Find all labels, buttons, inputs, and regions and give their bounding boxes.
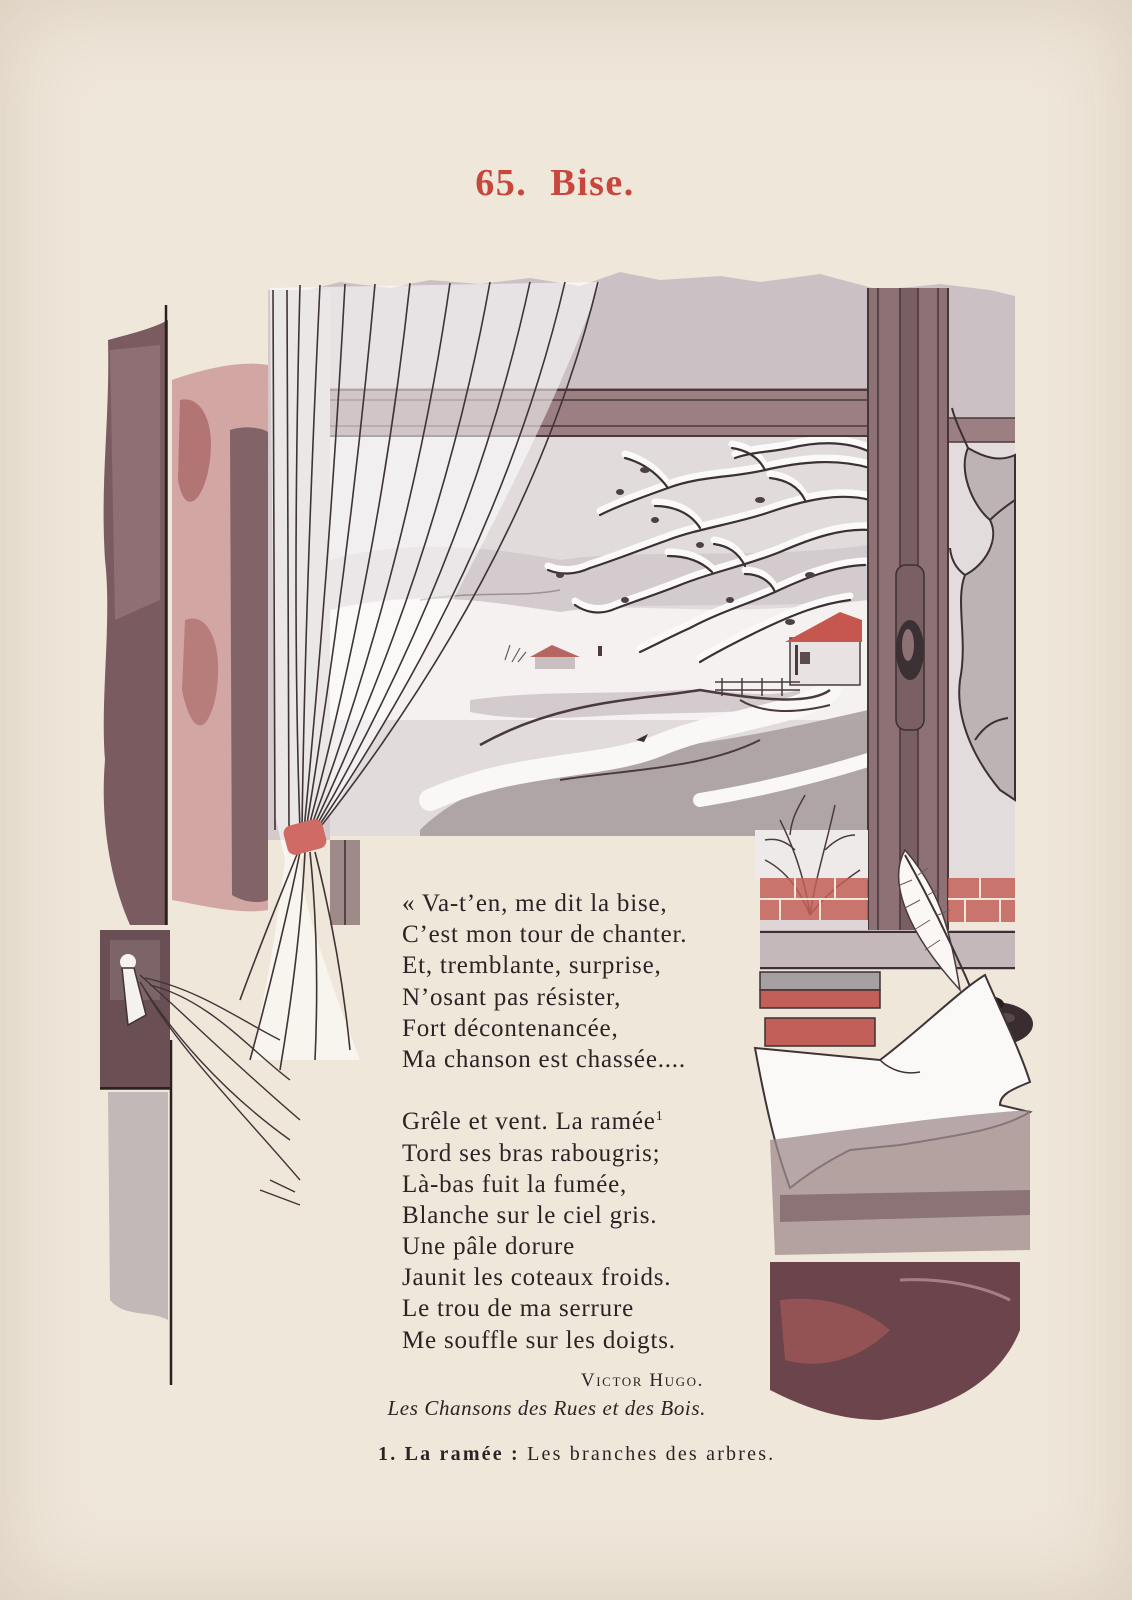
footnote	[378, 1441, 775, 1467]
source-work-title: Les Chansons des Rues et des Bois.	[387, 1396, 706, 1420]
window-latch	[896, 565, 924, 730]
poem-line: Ma chanson est chassée....	[402, 1045, 686, 1073]
poem-stanza	[402, 1106, 687, 1356]
poem-line: Le trou de ma serrure	[402, 1295, 634, 1323]
poem-line: C’est mon tour de chanter.	[402, 921, 688, 949]
poem-line: Là-bas fuit la fumée,	[402, 1170, 628, 1198]
poem-line: Tord ses bras rabougris;	[402, 1139, 661, 1167]
footnote-definition: Les branches des arbres.	[527, 1443, 776, 1465]
poem-line	[402, 1106, 687, 1137]
poem-line: N’osant pas résister,	[402, 983, 622, 1011]
poem-line: « Va-t’en, me dit la bise,	[402, 890, 668, 917]
poem	[402, 888, 687, 1356]
poem-line: Me souffle sur les doigts.	[402, 1326, 676, 1354]
chapter-title: 65. Bise.	[475, 162, 635, 204]
footnote-label: 1. La ramée :	[378, 1443, 520, 1465]
books-stack	[760, 972, 880, 1046]
poem-line: Et, tremblante, surprise,	[402, 952, 662, 980]
footnote-reference: 1	[655, 1109, 663, 1125]
poem-line-text: Grêle et vent. La ramée	[402, 1108, 656, 1136]
poem-line: Jaunit les coteaux froids.	[402, 1264, 672, 1292]
keyhole-latch	[100, 930, 170, 1320]
poem-stanza	[402, 888, 687, 1075]
poem-line: Fort décontenancée,	[402, 1014, 619, 1042]
poem-line: Blanche sur le ciel gris.	[402, 1201, 658, 1229]
poem-line: Une pâle dorure	[402, 1233, 576, 1261]
author-name: Victor Hugo.	[580, 1370, 704, 1391]
